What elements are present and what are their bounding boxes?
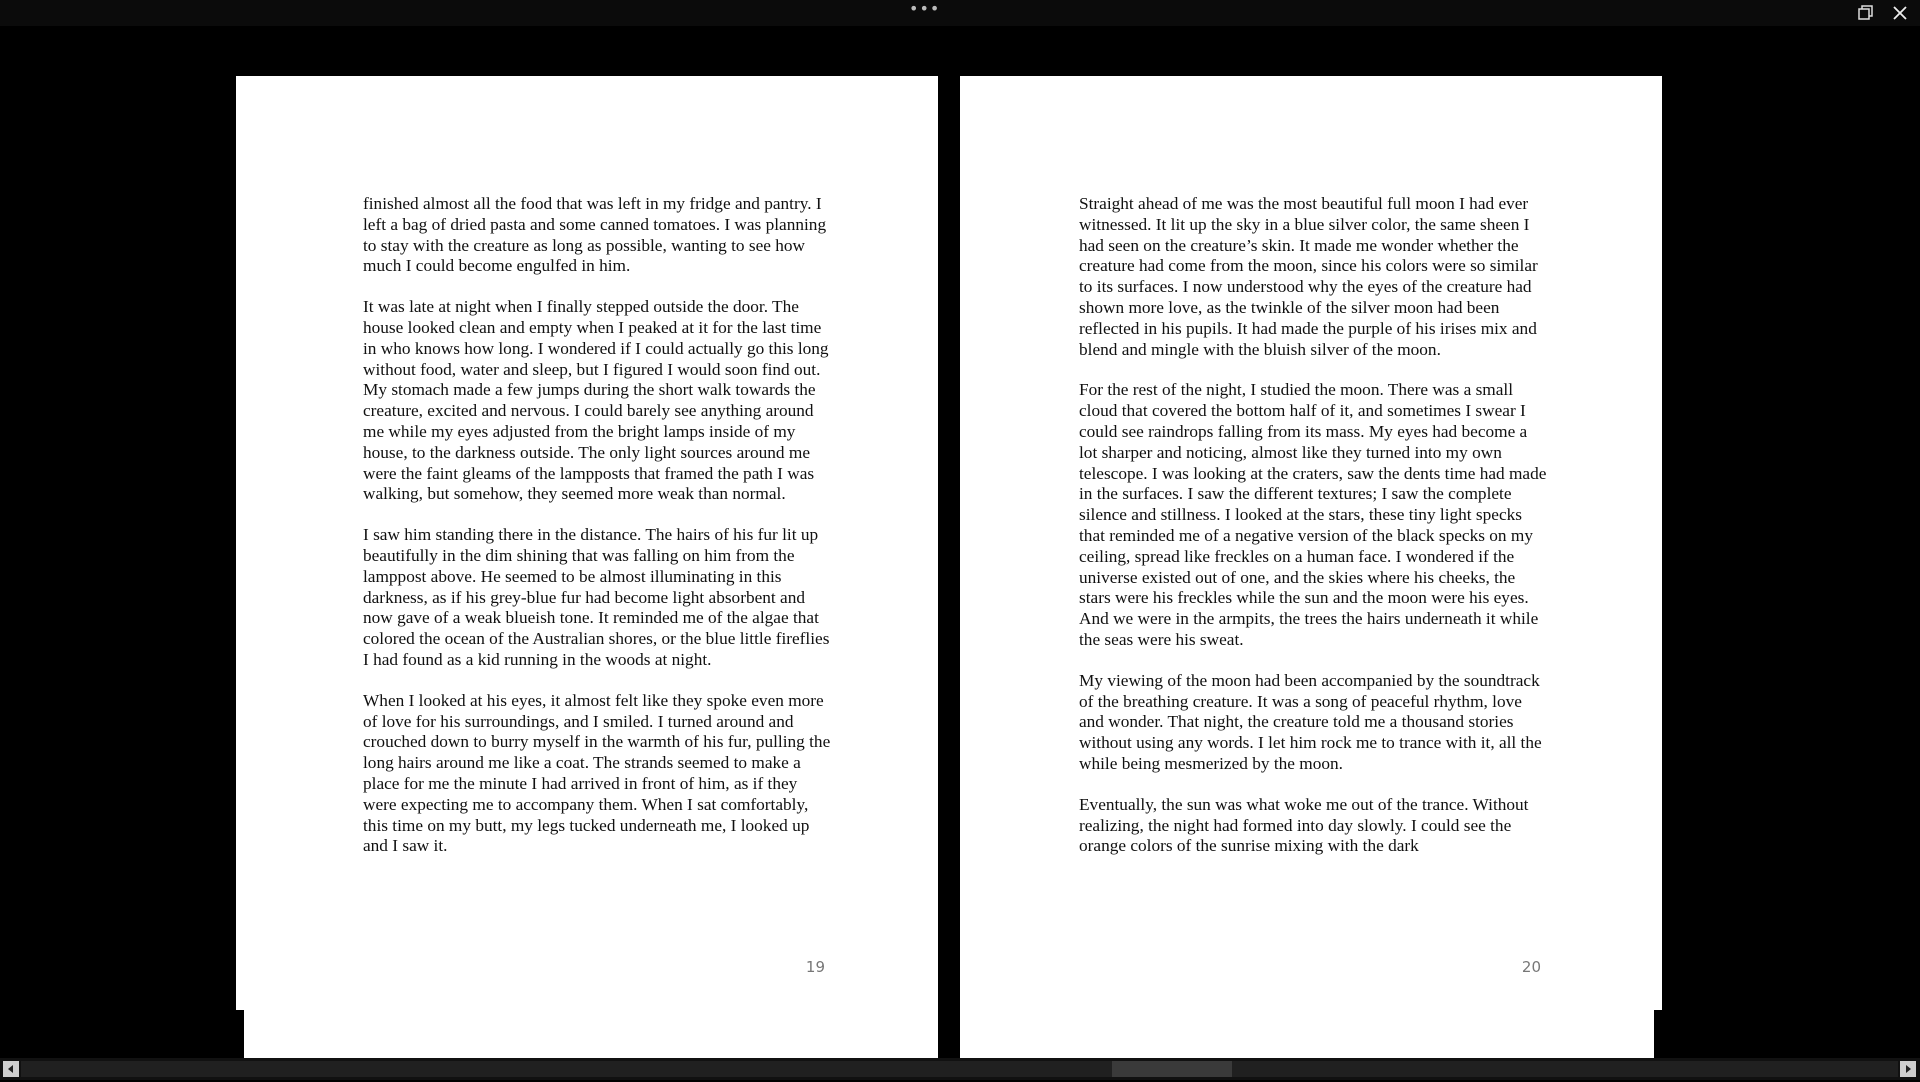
page-number: 20: [1521, 958, 1541, 976]
paragraph: Eventually, the sun was what woke me out of the trance. Without realizing, the night had formed into day slowly. I could see the orange colors of the sunrise mixing with the dark: [1079, 794, 1529, 856]
restore-window-icon[interactable]: [1857, 4, 1875, 22]
close-icon[interactable]: [1890, 3, 1910, 23]
scroll-right-arrow-icon[interactable]: [1900, 1061, 1916, 1077]
title-bar: [0, 0, 1920, 26]
paragraph: I saw him standing there in the distance. The hairs of his fur lit up beautifully in the dim shining that was falling on him from the lamppost above. He seemed to be almost illuminating in this darkness, as if his grey-blue fur had become light absorbent and now gave of a weak blueish tone. It reminded me of the algae that colored the ocean of the Australian shores, or the blue little fireflies I had found as a kid running in the woods at night.: [363, 525, 830, 669]
page-20: [960, 76, 1654, 1059]
paragraph: It was late at night when I finally stepped outside the door. The house looked clean and empty when I peaked at it for the last time in who knows how long. I wondered if I could actually go this long without food, water and sleep, but I figured I would soon find out. My stomach made a few jumps during the short walk towards the creature, excited and nervous. I could barely see anything around me while my eyes adjusted from the bright lamps inside of my house, to the darkness outside. The only light sources around me were the faint gleams of the lampposts that framed the path I was walking, but somehow, they seemed more weak than normal.: [363, 297, 829, 504]
page-edge-right: [1654, 76, 1662, 1010]
document-viewer: [0, 26, 1920, 1058]
scroll-track[interactable]: [21, 1061, 1898, 1077]
page-19: [244, 76, 938, 1059]
scroll-left-arrow-icon[interactable]: [3, 1061, 19, 1077]
paragraph: finished almost all the food that was left in my fridge and pantry. I left a bag of dried pasta and some canned tomatoes. I was planning to stay with the creature as long as possible, wanting to see how much I could become engulfed in him.: [363, 194, 827, 276]
paragraph: For the rest of the night, I studied the moon. There was a small cloud that covered the bottom half of it, and sometimes I swear I could see raindrops falling from its mass. My eyes had become a lot sharper and noticing, almost like they turned into my own telescope. I was looking at the craters, saw the dents time had made in the surfaces. I saw the different textures; I saw the complete silence and stillness. I looked at the stars, these tiny light specks that reminded me of a negative version of the black specks on my ceiling, spread like freckles on a human face. I wondered if the universe existed out of one, and the skies where his cheeks, the stars were his freckles while the sun and the moon were his eyes. And we were in the armpits, the trees the hairs underneath it while the seas were his sweat.: [1079, 380, 1547, 649]
page-edge-left: [236, 76, 244, 1010]
horizontal-scrollbar[interactable]: [0, 1058, 1920, 1080]
paragraph: My viewing of the moon had been accompanied by the soundtrack of the breathing creature. It was a song of peaceful rhythm, love and wonder. That night, the creature told me a thousand stories without using any words. I let him rock me to trance with it, all the while being mesmerized by the moon.: [1079, 670, 1542, 773]
page-text: [1079, 194, 1549, 877]
page-text: [363, 194, 833, 877]
more-options-icon[interactable]: •••: [909, 0, 941, 18]
paragraph: When I looked at his eyes, it almost felt like they spoke even more of love for his surroundings, and I smiled. I turned around and crouched down to burry myself in the warmth of his fur, pulling the long hairs around me like a coat. The strands seemed to make a place for me the minute I had arrived in front of him, as if they were expecting me to accompany them. When I sat comfortably, this time on my butt, my legs tucked underneath me, I looked up and I saw it.: [363, 690, 831, 856]
page-number: 19: [805, 958, 825, 976]
scroll-thumb[interactable]: [1112, 1061, 1232, 1077]
paragraph: Straight ahead of me was the most beautiful full moon I had ever witnessed. It lit up the sky in a blue silver color, the same sheen I had seen on the creature’s skin. It made me wonder whether the creature had come from the moon, since his colors were so similar to its surfaces. I now understood why the eyes of the creature had shown more love, as the twinkle of the silver moon had been reflected in his pupils. It had made the purple of his irises mix and blend and mingle with the bluish silver of the moon.: [1079, 194, 1538, 359]
